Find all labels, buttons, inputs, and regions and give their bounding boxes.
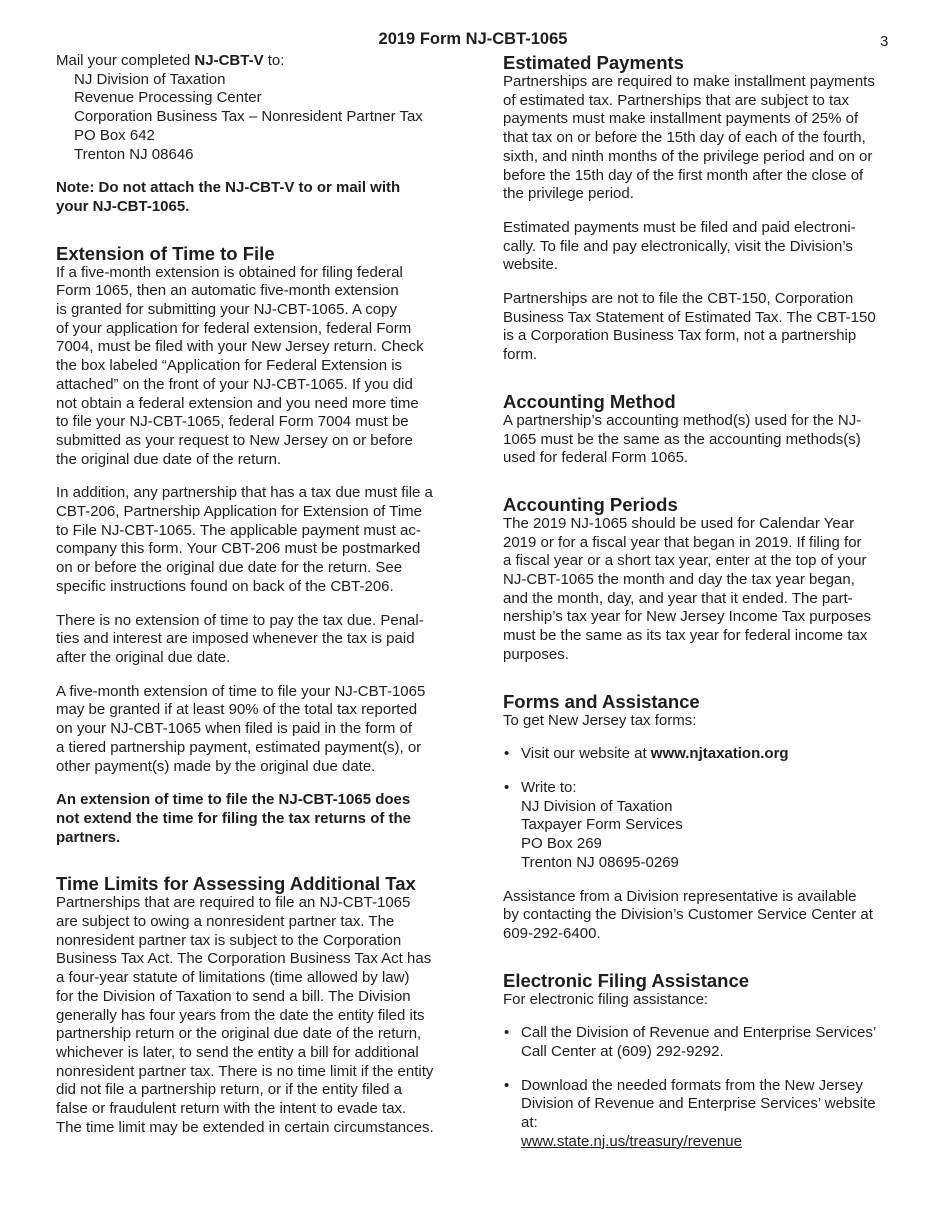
paragraph: Partnerships that are required to file an NJ-CBT-1065 are subject to owing a nonresident partner tax. The nonresident partner tax is subject to the Corporation Business Tax Act. The Corporation Business Tax Act has a four-year statute of limitations (time allowed by law) for the Division of Taxation to send a bill. The Division generally has four years from the date the entity filed its partnership return or the original due date of the return, whichever is later, to send the entity a bill for additional nonresident partner tax. There is no time limit if the entity did not file a partnership return, or if the entity filed a false or fraudulent return with the intent to evade tax. The time limit may be extended in certain circumstances.	[56, 894, 434, 1136]
website-name: www.njtaxation.org	[650, 745, 789, 763]
address-line: Revenue Processing Center	[74, 89, 262, 107]
section-heading: Forms and Assistance	[503, 690, 700, 712]
list-item: • Download the needed formats from the New Jersey Division of Revenue and Enterprise Services’ website at: www.state.nj.us/treasury/revenue	[503, 1077, 895, 1152]
paragraph: Assistance from a Division representative is available by contacting the Division’s Customer Service Center at 609-292-6400.	[503, 887, 873, 942]
list-item: • Visit our website at www.njtaxation.org	[503, 745, 895, 764]
paragraph: A partnership’s accounting method(s) used for the NJ- 1065 must be the same as the accounting methods(s) used for federal Form 1065.	[503, 411, 862, 467]
paragraph: There is no extension of time to pay the tax due. Penal- ties and interest are imposed whenever the tax is paid after the original due date.	[56, 611, 424, 666]
section-estimated-payments	[503, 52, 895, 365]
section-extension	[56, 243, 448, 848]
section-electronic-filing	[503, 970, 895, 1152]
address-line: NJ Division of Taxation	[74, 70, 226, 88]
paragraph: If a five-month extension is obtained for filing federal Form 1065, then an automatic five-month extension is granted for submitting your NJ-CBT-1065. A copy of your application for federal extension, federal Form 7004, must be filed with your New Jersey return. Check the box labeled “Application for Federal Extension is attached” on the front of your NJ-CBT-1065. If you did not obtain a federal extension and you need more time to file your NJ-CBT-1065, federal Form 7004 must be submitted as your request to New Jersey on or before the original due date of the return.	[56, 263, 424, 468]
mailing-address	[56, 71, 448, 165]
efile-list	[503, 1024, 895, 1151]
mail-prefix: Mail your completed	[56, 52, 195, 69]
section-heading: Accounting Method	[503, 390, 676, 412]
paragraph: Partnerships are required to make installment payments of estimated tax. Partnerships that are subject to tax payments must make installment payments of 25% of that tax on or before the 15th day of each of the fourth, sixth, and ninth months of the privilege period and on or before the 15th day of the first month after the close of the privilege period.	[503, 73, 875, 203]
paragraph: Estimated payments must be filed and paid electroni- cally. To file and pay electronically, visit the Division’s website.	[503, 218, 856, 274]
efile-intro: For electronic filing assistance:	[503, 990, 709, 1008]
address-line: PO Box 642	[74, 126, 155, 144]
section-time-limits	[56, 873, 448, 1137]
section-heading: Accounting Periods	[503, 493, 678, 515]
mail-form-name: NJ-CBT-V	[194, 52, 264, 69]
mail-instruction	[56, 52, 448, 71]
address-line: Trenton NJ 08646	[74, 145, 194, 163]
extension-note: An extension of time to file the NJ-CBT-1065 does not extend the time for filing the tax returns of the partners.	[56, 791, 412, 846]
address-line: Corporation Business Tax – Nonresident Partner Tax	[74, 108, 423, 126]
left-column	[56, 52, 448, 1137]
page-number: 3	[880, 33, 889, 50]
section-accounting-periods	[503, 494, 895, 665]
page-title: 2019 Form NJ-CBT-1065	[378, 30, 568, 48]
mail-note	[56, 179, 448, 216]
section-heading: Extension of Time to File	[56, 242, 275, 264]
paragraph: In addition, any partnership that has a tax due must file a CBT-206, Partnership Application for Extension of Time to File NJ-CBT-1065. The applicable payment must ac- company this form. Your CBT-206 must be postmarked on or before the original due date for the return. See specific instructions found on back of the CBT-206.	[56, 484, 433, 595]
right-column	[503, 52, 895, 1152]
list-item: • Call the Division of Revenue and Enterprise Services’ Call Center at (609) 292-9292.	[503, 1024, 895, 1061]
paragraph: The 2019 NJ-1065 should be used for Calendar Year 2019 or for a fiscal year that began in 2019. If filing for a fiscal year or a short tax year, enter at the top of your NJ-CBT-1065 the month and day the tax year began, and the month, day, and year that it ended. The part- nership’s tax year for New Jersey Income Tax purposes must be the same as its tax year for federal income tax purposes.	[503, 514, 871, 663]
section-accounting-method	[503, 391, 895, 468]
forms-intro: To get New Jersey tax forms:	[503, 711, 697, 729]
section-forms-assistance	[503, 691, 895, 944]
forms-list	[503, 745, 895, 872]
paragraph: A five-month extension of time to file your NJ-CBT-1065 may be granted if at least 90% of the total tax reported on your NJ-CBT-1065 when filed is paid in the form of a tiered partnership payment, estimated payment(s), or other payment(s) made by the original due date.	[56, 682, 426, 775]
note-line: Note: Do not attach the NJ-CBT-V to or mail with	[56, 179, 401, 197]
mail-suffix: to:	[263, 52, 285, 69]
section-heading: Estimated Payments	[503, 52, 684, 73]
paragraph: Partnerships are not to file the CBT-150, Corporation Business Tax Statement of Estimated Tax. The CBT-150 is a Corporation Business Tax form, not a partnership form.	[503, 290, 876, 364]
list-item: • Write to: NJ Division of Taxation Taxpayer Form Services PO Box 269 Trenton NJ 08695-0269	[503, 779, 895, 873]
revenue-website-link[interactable]: www.state.nj.us/treasury/revenue	[521, 1132, 742, 1150]
section-heading: Time Limits for Assessing Additional Tax	[56, 873, 416, 895]
note-line: your NJ-CBT-1065.	[56, 197, 190, 215]
section-heading: Electronic Filing Assistance	[503, 969, 750, 991]
